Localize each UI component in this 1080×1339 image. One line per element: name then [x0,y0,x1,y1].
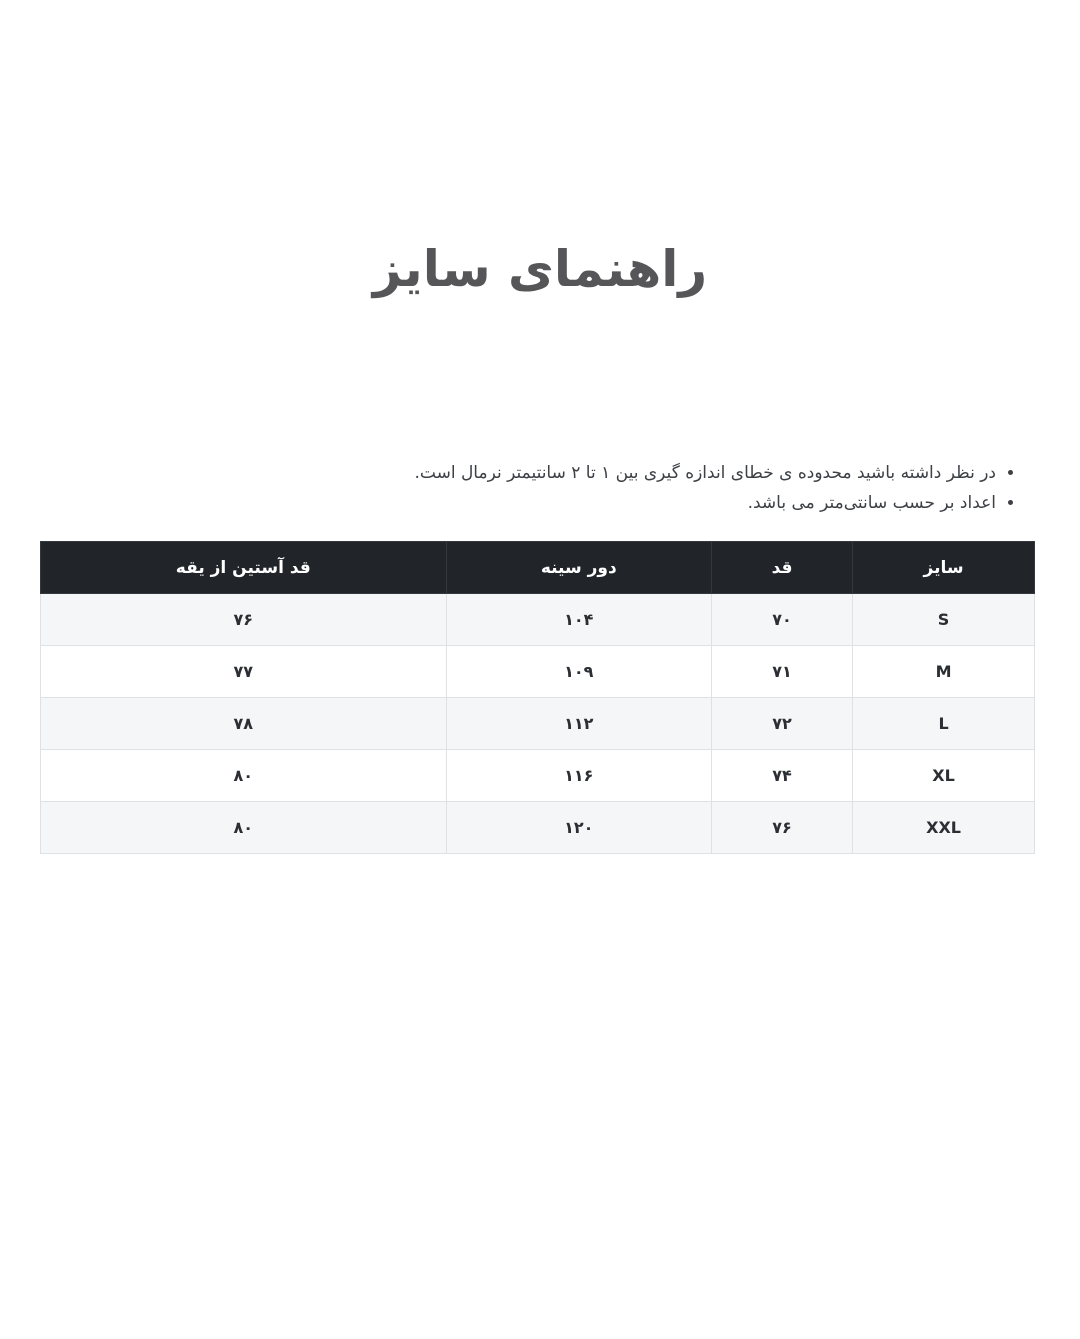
sleeve-cell: ۷۶ [41,594,447,646]
measurement-notes [414,458,1016,518]
height-cell: ۷۲ [711,698,852,750]
chest-cell: ۱۱۲ [446,698,711,750]
table-row [41,698,1035,750]
table-header-row [41,542,1035,594]
size-cell: S [853,594,1035,646]
note-item: • اعداد بر حسب سانتی‌متر می باشد. [414,488,996,518]
table-row [41,594,1035,646]
chest-cell: ۱۲۰ [446,802,711,854]
height-cell: ۷۱ [711,646,852,698]
sleeve-cell: ۷۷ [41,646,447,698]
table-row [41,750,1035,802]
col-header-sleeve-from-collar: قد آستین از یقه [41,542,447,594]
height-cell: ۷۶ [711,802,852,854]
notes-list [414,458,1016,518]
size-table-container [40,541,1035,854]
height-cell: ۷۴ [711,750,852,802]
size-table [40,541,1035,854]
table-row [41,646,1035,698]
size-cell: XL [853,750,1035,802]
size-cell: L [853,698,1035,750]
col-header-chest: دور سینه [446,542,711,594]
chest-cell: ۱۱۶ [446,750,711,802]
table-row [41,802,1035,854]
size-cell: M [853,646,1035,698]
chest-cell: ۱۰۴ [446,594,711,646]
col-header-height: قد [711,542,852,594]
note-item: • در نظر داشته باشید محدوده ی خطای اندازه گیری بین ۱ تا ۲ سانتیمتر نرمال است. [414,458,996,488]
sleeve-cell: ۸۰ [41,802,447,854]
sleeve-cell: ۸۰ [41,750,447,802]
chest-cell: ۱۰۹ [446,646,711,698]
height-cell: ۷۰ [711,594,852,646]
page-title: راهنمای سایز [372,240,708,298]
size-cell: XXL [853,802,1035,854]
sleeve-cell: ۷۸ [41,698,447,750]
col-header-size: سایز [853,542,1035,594]
